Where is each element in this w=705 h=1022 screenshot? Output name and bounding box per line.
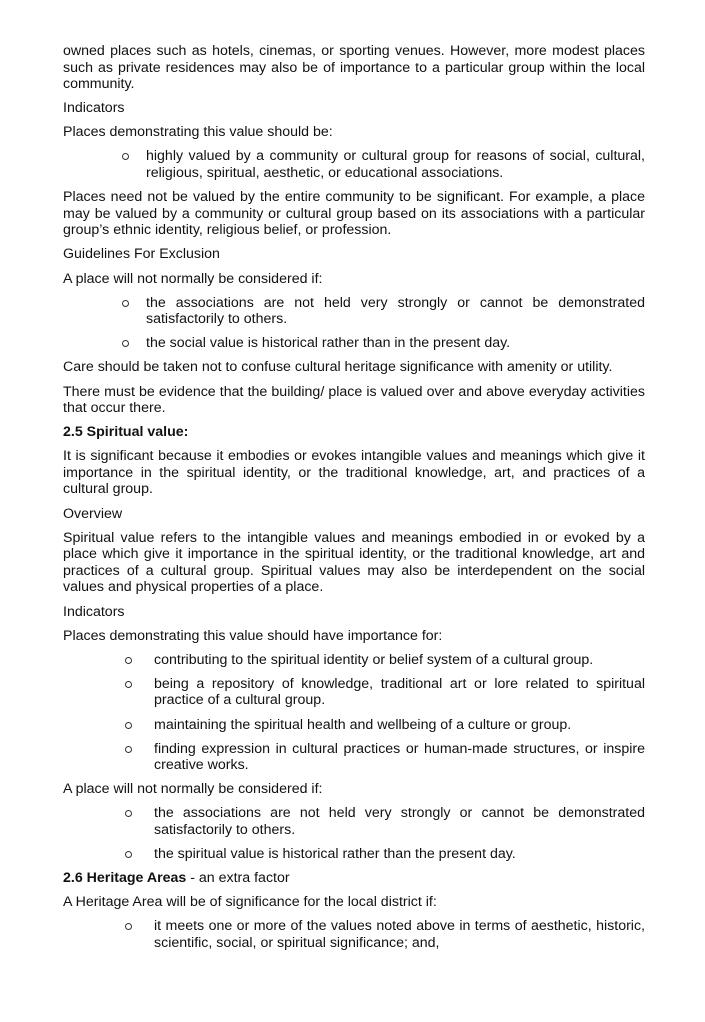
heading-bold-part: 2.6 Heritage Areas [63,870,187,887]
social-exclusion-lead: A place will not normally be considered if: [63,270,323,287]
evidence-paragraph: There must be evidence that the building/ place is valued over and above everyday activities that occur there. [63,383,645,417]
section-heading-spiritual: 2.5 Spiritual value: [63,424,189,441]
social-note-paragraph: Places need not be valued by the entire community to be significant. For example, a place may be valued by a community or cultural group based on its associations with a particular group’s ethnic identity, religious belief, or profession. [63,189,645,239]
list-item [63,335,645,352]
list-item [63,295,645,328]
list-item-text: being a repository of knowledge, traditional art or lore related to spiritual practice of a cultural group. [154,675,645,709]
hollow-bullet-icon [125,851,132,858]
social-indicators-list [63,148,645,181]
social-exclusion-list [63,295,645,352]
spiritual-exclusion-lead: A place will not normally be considered if: [63,781,323,798]
list-item-text: it meets one or more of the values noted above in terms of aesthetic, historic, scientific, social, or spiritual significance; and, [154,918,645,951]
social-indicators-heading: Indicators [63,100,125,117]
spiritual-exclusion-list [63,805,645,862]
document-page [63,43,645,959]
list-item-text: the social value is historical rather than in the present day. [146,335,511,352]
list-item [63,676,645,709]
overview-paragraph: Spiritual value refers to the intangible values and meanings embodied in or evoked by a place which give it importance in the spiritual identity, or the traditional knowledge, art and practices of a cultural group. Spiritual values may also be interdependent on the social values and physical properties of a place. [63,529,645,596]
heritage-areas-list [63,918,645,951]
care-paragraph: Care should be taken not to confuse cultural heritage significance with amenity or utility. [63,359,613,376]
spiritual-indicators-list [63,652,645,774]
hollow-bullet-icon [125,810,132,817]
list-item [63,148,645,181]
hollow-bullet-icon [122,153,129,160]
hollow-bullet-icon [125,746,132,753]
hollow-bullet-icon [125,722,132,729]
section-heading-heritage-areas [63,870,645,887]
social-indicators-lead: Places demonstrating this value should be: [63,124,333,141]
list-item-text: the spiritual value is historical rather than the present day. [154,846,516,863]
overview-heading: Overview [63,505,123,522]
hollow-bullet-icon [122,340,129,347]
list-item-text: highly valued by a community or cultural group for reasons of social, cultural, religious, spiritual, aesthetic, or educational associations. [146,148,645,182]
heritage-areas-lead: A Heritage Area will be of significance for the local district if: [63,894,437,911]
exclusion-heading: Guidelines For Exclusion [63,246,220,263]
list-item [63,846,645,863]
hollow-bullet-icon [125,681,132,688]
spiritual-indicators-heading: Indicators [63,603,125,620]
list-item-text: the associations are not held very strongly or cannot be demonstrated satisfactorily to others. [154,805,645,838]
hollow-bullet-icon [122,300,129,307]
list-item [63,741,645,774]
list-item [63,805,645,838]
list-item-text: finding expression in cultural practices or human-made structures, or inspire creative works. [154,740,645,774]
intro-paragraph: owned places such as hotels, cinemas, or sporting venues. However, more modest places such as private residences may also be of importance to a particular group within the local community. [63,43,645,93]
list-item-text: the associations are not held very strongly or cannot be demonstrated satisfactorily to others. [146,294,645,328]
heading-rest-part: - an extra factor [186,870,290,887]
list-item [63,652,645,669]
list-item [63,918,645,951]
list-item-text: maintaining the spiritual health and wellbeing of a culture or group. [154,716,572,733]
spiritual-definition: It is significant because it embodies or evokes intangible values and meanings which give it importance in the spiritual identity, or the traditional knowledge, art, and practices of a cultural group. [63,448,645,498]
hollow-bullet-icon [125,923,132,930]
list-item-text: contributing to the spiritual identity or belief system of a cultural group. [154,651,594,668]
hollow-bullet-icon [125,657,132,664]
list-item [63,717,645,734]
spiritual-indicators-lead: Places demonstrating this value should have importance for: [63,627,443,644]
